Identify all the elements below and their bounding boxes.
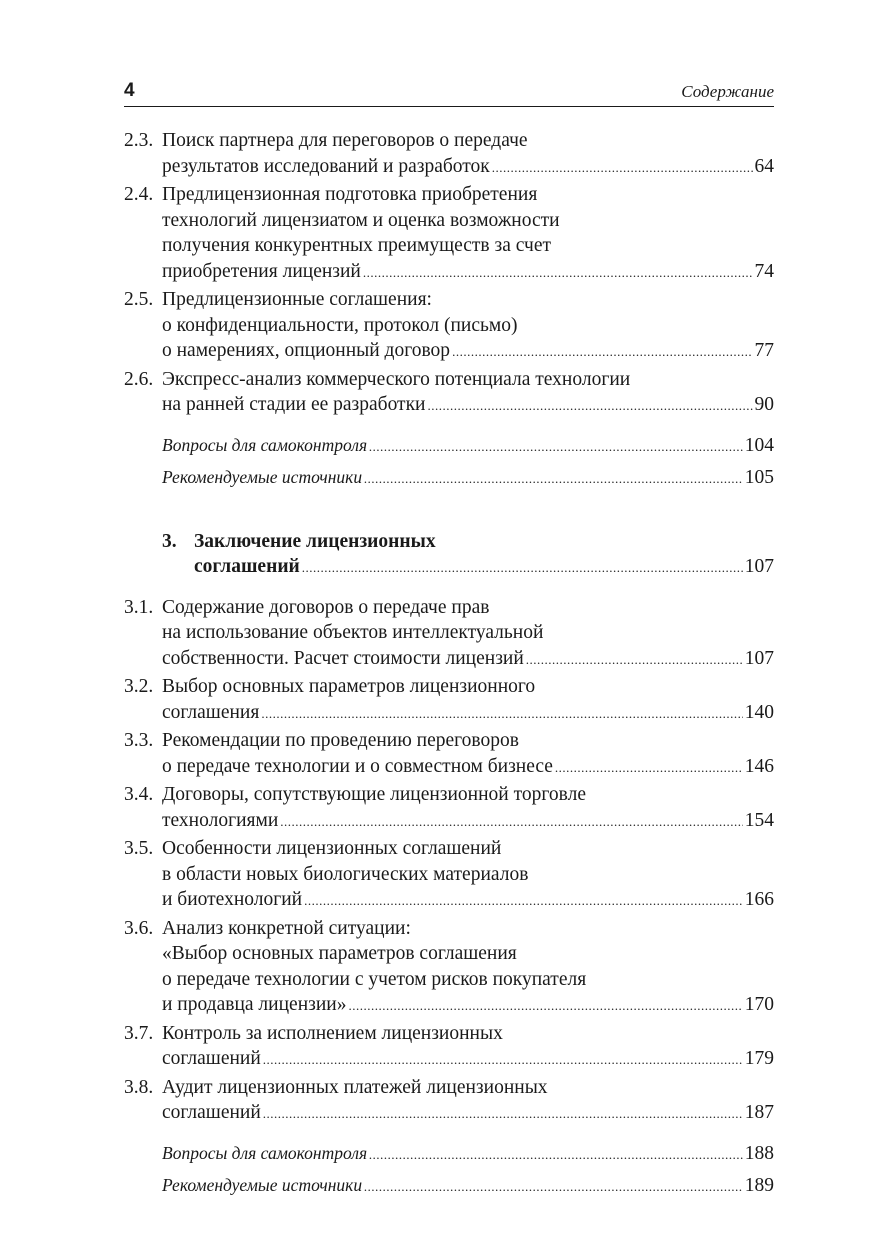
toc-entry-number: 3.8. bbox=[124, 1076, 154, 1098]
toc-entry-number: 3.6. bbox=[124, 917, 154, 939]
chapter-title-line: соглашений bbox=[194, 556, 300, 577]
toc-entry-line: в области новых биологических материалов bbox=[162, 863, 529, 885]
toc-entry-page: 105 bbox=[744, 467, 774, 488]
toc-entry bbox=[124, 182, 774, 285]
dot-leader bbox=[302, 554, 743, 581]
dot-leader bbox=[280, 808, 742, 835]
toc-entry-page: 107 bbox=[744, 647, 774, 669]
running-title: Содержание bbox=[681, 82, 774, 101]
toc-entry bbox=[124, 287, 774, 365]
dot-leader bbox=[428, 392, 753, 419]
toc-aux-title: Рекомендуемые источники bbox=[162, 467, 363, 487]
toc-chapter bbox=[124, 529, 774, 581]
toc-entry-line: Экспресс-анализ коммерческого потенциала технологии bbox=[162, 368, 631, 390]
dot-leader bbox=[369, 1141, 743, 1168]
dot-leader bbox=[526, 646, 743, 673]
toc-entry-line: соглашений bbox=[162, 1048, 261, 1069]
dot-leader bbox=[364, 465, 743, 492]
dot-leader bbox=[555, 754, 743, 781]
toc-entry bbox=[124, 674, 774, 726]
toc-entry-line: на ранней стадии ее разработки bbox=[162, 394, 426, 415]
toc-entry-page: 188 bbox=[744, 1142, 774, 1164]
dot-leader bbox=[348, 992, 742, 1019]
toc-entry-number: 3.7. bbox=[124, 1022, 154, 1044]
toc-entry bbox=[124, 916, 774, 1019]
toc-entry-line: приобретения лицензий bbox=[162, 260, 361, 282]
toc-entry-page: 90 bbox=[754, 394, 774, 415]
table-of-contents bbox=[124, 128, 774, 1200]
toc-entry-line: Договоры, сопутствующие лицензионной торговле bbox=[162, 784, 586, 805]
toc-entry-line: Рекомендации по проведению переговоров bbox=[162, 730, 519, 751]
toc-entry-page: 189 bbox=[744, 1175, 774, 1196]
toc-entry-line: технологий лицензиатом и оценка возможности bbox=[162, 209, 560, 231]
toc-entry bbox=[124, 1075, 774, 1127]
toc-entry-number: 3.4. bbox=[124, 784, 154, 805]
toc-entry-line: Анализ конкретной ситуации: bbox=[162, 917, 411, 939]
toc-entry-page: 74 bbox=[754, 260, 774, 282]
toc-entry-line: Предлицензионная подготовка приобретения bbox=[162, 184, 538, 205]
toc-entry-page: 187 bbox=[744, 1102, 774, 1123]
toc-entry bbox=[124, 782, 774, 834]
toc-entry-page: 140 bbox=[744, 701, 774, 723]
toc-aux-title: Вопросы для самоконтроля bbox=[162, 1142, 368, 1163]
toc-entry-number: 2.4. bbox=[124, 184, 154, 205]
toc-entry-number: 3.5. bbox=[124, 838, 154, 859]
toc-entry-page: 154 bbox=[744, 809, 774, 831]
dot-leader bbox=[452, 338, 752, 365]
toc-aux-title: Вопросы для самоконтроля bbox=[162, 434, 368, 455]
toc-entry-line: Поиск партнера для переговоров о передаче bbox=[162, 130, 528, 151]
toc-aux-entry bbox=[124, 1173, 774, 1200]
header-rule bbox=[124, 106, 774, 107]
toc-aux-entry bbox=[124, 433, 774, 460]
dot-leader bbox=[304, 887, 743, 914]
toc-entry-line: о конфиденциальности, протокол (письмо) bbox=[162, 314, 518, 336]
toc-entry-line: Аудит лицензионных платежей лицензионных bbox=[162, 1076, 548, 1098]
toc-entry-line: и биотехнологий bbox=[162, 889, 303, 910]
toc-entry-line: о передаче технологии с учетом рисков покупателя bbox=[162, 968, 587, 990]
toc-entry-number: 2.6. bbox=[124, 368, 154, 390]
toc-entry-number: 3.2. bbox=[124, 676, 154, 697]
toc-entry-page: 170 bbox=[744, 994, 774, 1015]
toc-entry-page: 77 bbox=[754, 340, 774, 361]
toc-entry-line: «Выбор основных параметров соглашения bbox=[162, 943, 517, 964]
running-header bbox=[124, 79, 774, 105]
page-number: 4 bbox=[124, 80, 135, 101]
dot-leader bbox=[363, 259, 753, 286]
toc-entry bbox=[124, 128, 774, 180]
toc-entry bbox=[124, 1021, 774, 1073]
toc-entry bbox=[124, 595, 774, 673]
toc-entry-page: 146 bbox=[744, 755, 774, 777]
chapter-number: 3. bbox=[162, 530, 177, 552]
toc-aux-entry bbox=[124, 465, 774, 492]
toc-aux-title: Рекомендуемые источники bbox=[162, 1175, 363, 1195]
toc-entry-line: результатов исследований и разработок bbox=[162, 155, 490, 177]
toc-entry-line: Контроль за исполнением лицензионных bbox=[162, 1022, 503, 1044]
dot-leader bbox=[261, 700, 742, 727]
dot-leader bbox=[364, 1173, 743, 1200]
toc-entry-number: 2.5. bbox=[124, 289, 154, 310]
toc-entry-line: собственности. Расчет стоимости лицензий bbox=[162, 647, 524, 669]
toc-entry-line: Предлицензионные соглашения: bbox=[162, 289, 432, 310]
dot-leader bbox=[263, 1046, 743, 1073]
toc-entry-page: 179 bbox=[744, 1048, 774, 1069]
toc-entry-number: 3.3. bbox=[124, 730, 154, 751]
toc-entry-page: 64 bbox=[754, 155, 774, 177]
toc-entry-line: о намерениях, опционный договор bbox=[162, 340, 451, 361]
toc-entry-number: 2.3. bbox=[124, 130, 154, 151]
toc-entry-number: 3.1. bbox=[124, 596, 154, 618]
toc-entry-line: на использование объектов интеллектуальной bbox=[162, 622, 544, 643]
toc-entry-page: 107 bbox=[744, 556, 774, 577]
toc-entry-line: Содержание договоров о передаче прав bbox=[162, 596, 490, 618]
toc-entry-line: технологиями bbox=[162, 809, 279, 831]
toc-entry-line: соглашений bbox=[162, 1102, 261, 1123]
toc-entry bbox=[124, 836, 774, 914]
toc-entry bbox=[124, 728, 774, 780]
dot-leader bbox=[369, 433, 743, 460]
chapter-title-line: Заключение лицензионных bbox=[194, 530, 436, 552]
toc-entry-line: о передаче технологии и о совместном бизнесе bbox=[162, 755, 553, 777]
toc-entry-line: Выбор основных параметров лицензионного bbox=[162, 676, 536, 697]
toc-entry-line: и продавца лицензии» bbox=[162, 994, 347, 1015]
dot-leader bbox=[263, 1100, 743, 1127]
toc-entry-line: получения конкурентных преимуществ за счет bbox=[162, 235, 551, 256]
toc-entry-page: 166 bbox=[744, 889, 774, 910]
toc-entry-line: Особенности лицензионных соглашений bbox=[162, 838, 502, 859]
toc-entry bbox=[124, 367, 774, 419]
dot-leader bbox=[492, 154, 753, 181]
toc-entry-line: соглашения bbox=[162, 701, 260, 723]
toc-entry-page: 104 bbox=[744, 434, 774, 456]
toc-aux-entry bbox=[124, 1141, 774, 1168]
